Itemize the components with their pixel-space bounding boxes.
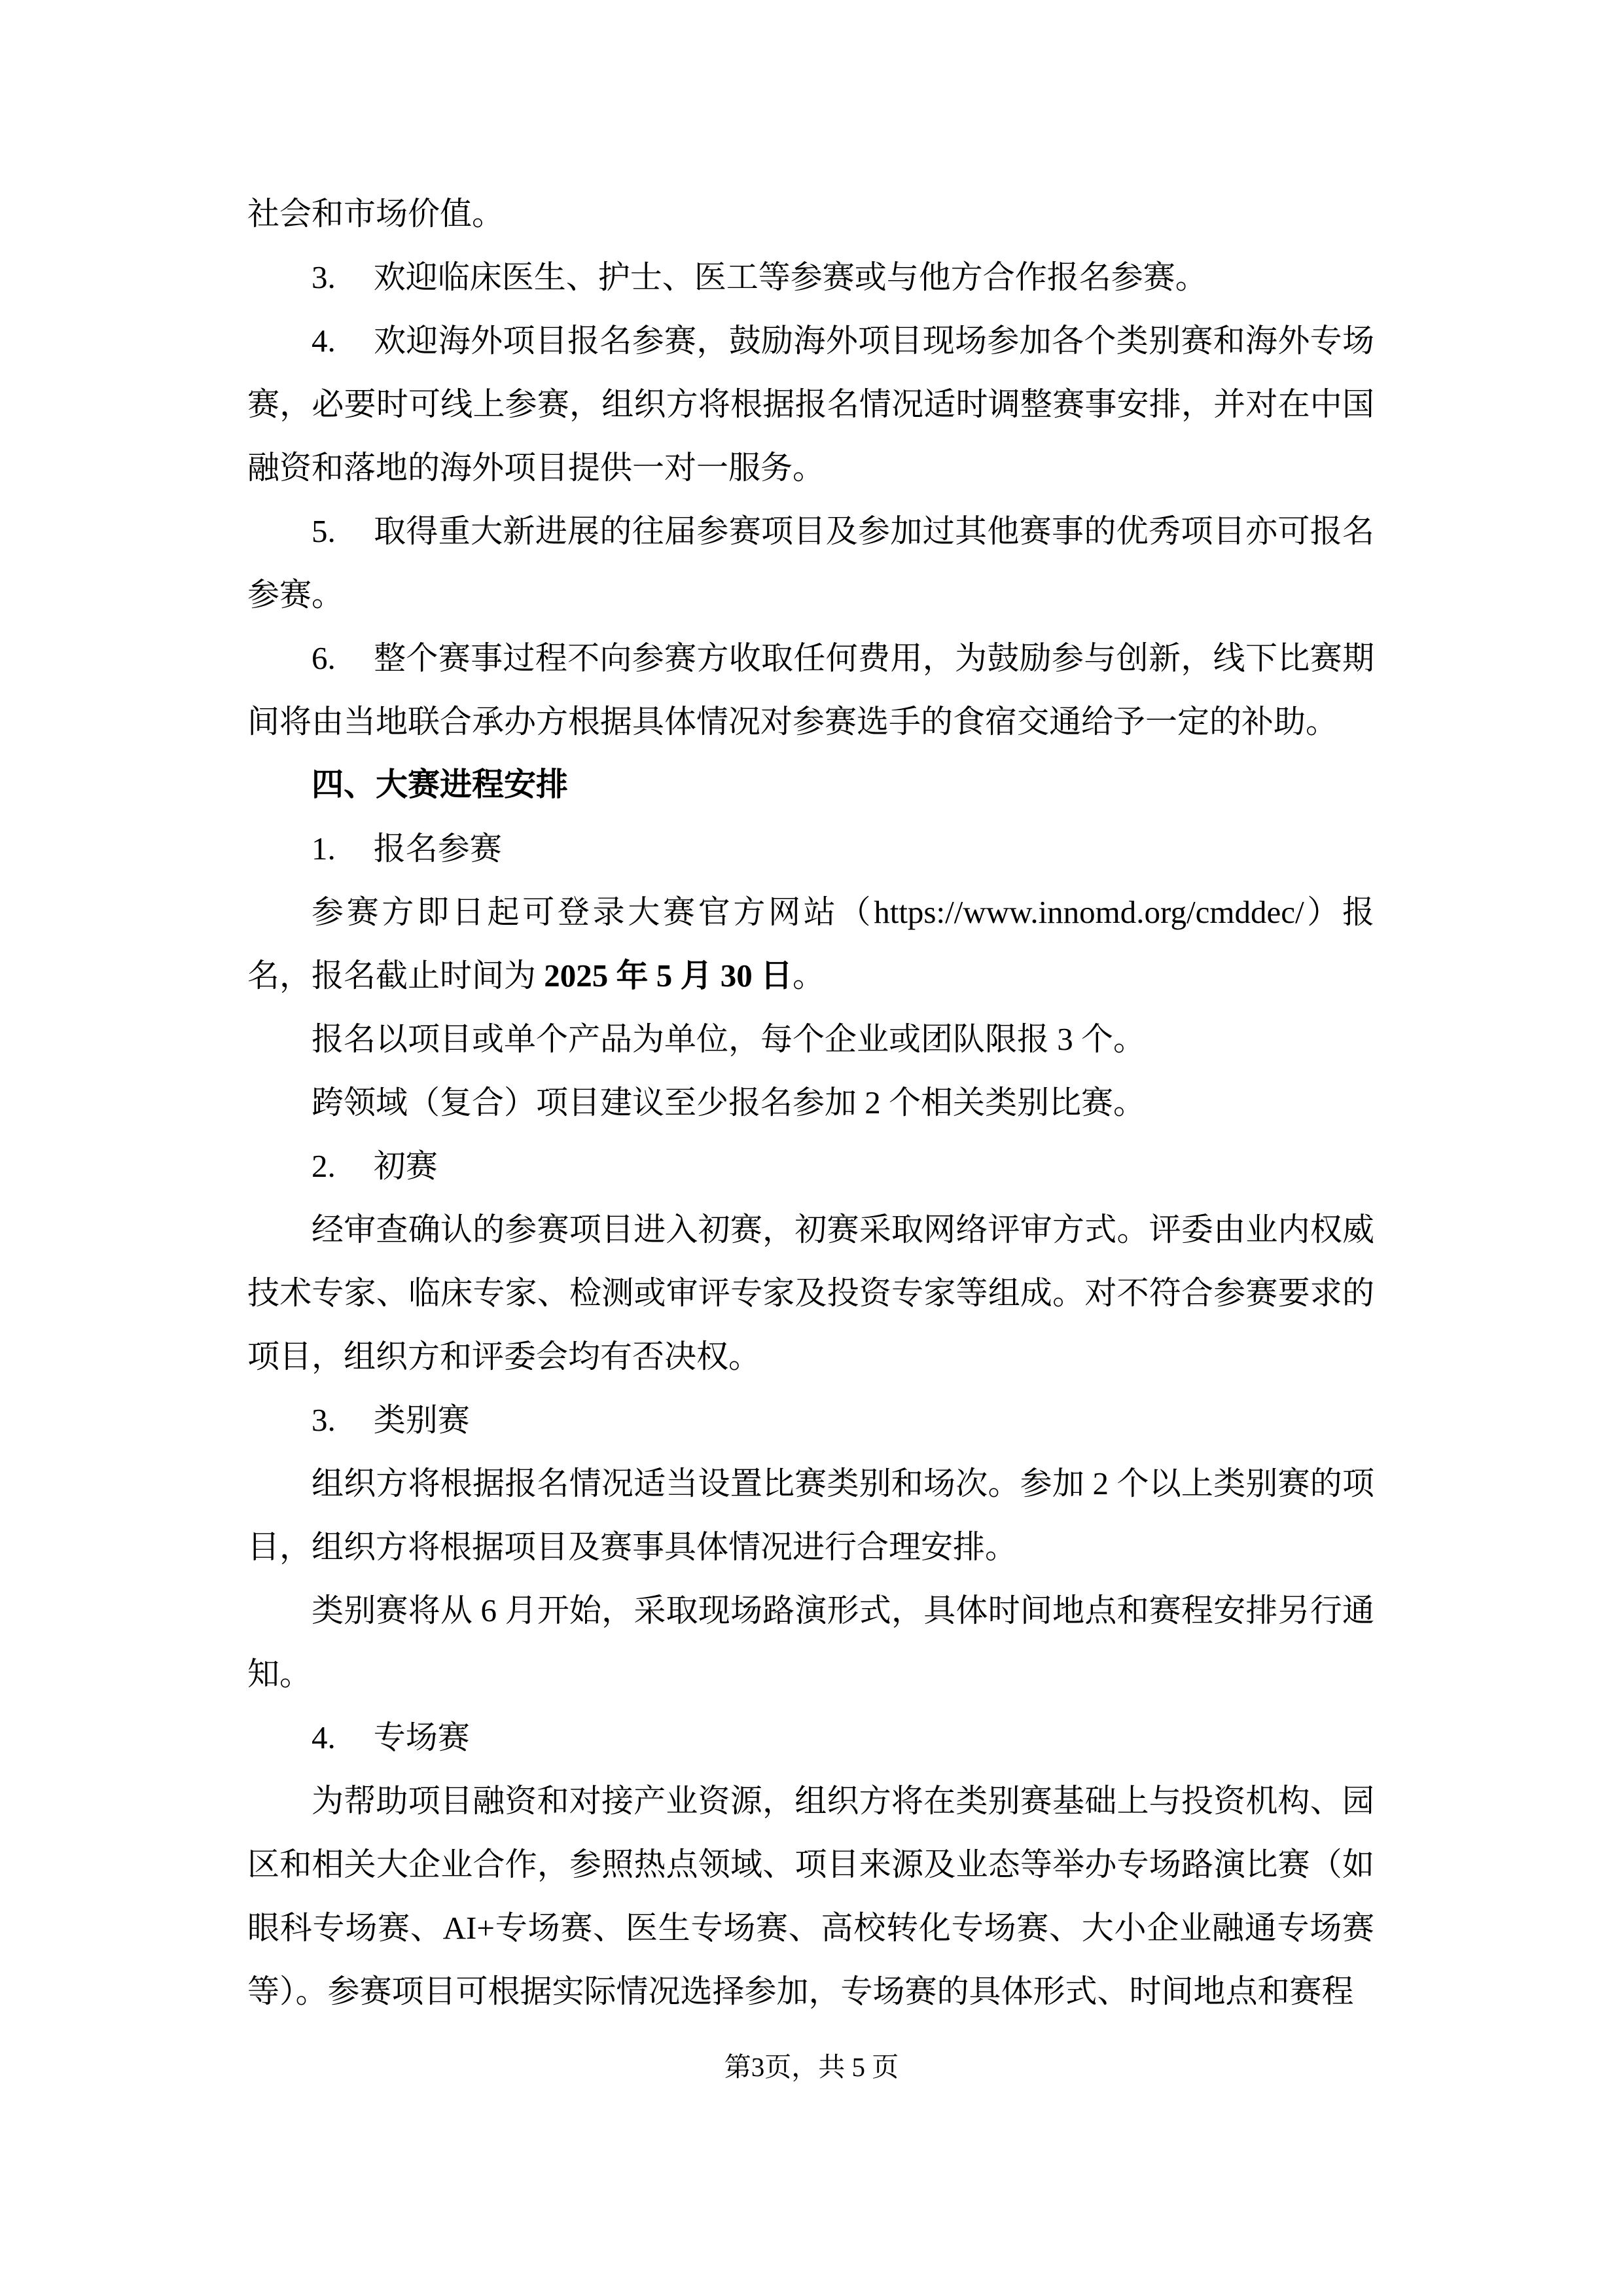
step-3-title-text: 类别赛 xyxy=(373,1402,470,1438)
page-footer xyxy=(0,2047,1623,2087)
document-body xyxy=(247,182,1374,2023)
paragraph-registration-details xyxy=(247,880,1374,1007)
registration-text-before-url: 参赛方即日起可登录大赛官方网站（ xyxy=(312,894,874,930)
step-1-title-text: 报名参赛 xyxy=(373,831,502,867)
paragraph-category-setup: 组织方将根据报名情况适当设置比赛类别和场次。参加 2 个以上类别赛的项目，组织方将根据项目及赛事具体情况进行合理安排。 xyxy=(247,1465,1374,1565)
page-footer-text: 第3页，共 5 页 xyxy=(724,2052,899,2082)
list-item-5-number: 5. xyxy=(312,513,336,549)
list-item-3-text: 欢迎临床医生、护士、医工等参赛或与他方合作报名参赛。 xyxy=(373,259,1207,295)
list-item-5-text: 取得重大新进展的往届参赛项目及参加过其他赛事的优秀项目亦可报名参赛。 xyxy=(247,513,1374,613)
paragraph-entry-unit-rule: 报名以项目或单个产品为单位，每个企业或团队限报 3 个。 xyxy=(312,1021,1146,1057)
step-4-title-text: 专场赛 xyxy=(373,1719,470,1755)
step-4-number: 4. xyxy=(312,1719,336,1755)
step-2-number: 2. xyxy=(312,1148,336,1184)
list-item-4-number: 4. xyxy=(312,323,336,359)
paragraph-preliminary-details: 经审查确认的参赛项目进入初赛，初赛采取网络评审方式。评委由业内权威技术专家、临床专家、检测或审评专家及投资专家等组成。对不符合参赛要求的项目，组织方和评委会均有否决权。 xyxy=(247,1211,1374,1374)
list-item-6-text: 整个赛事过程不向参赛方收取任何费用，为鼓励参与创新，线下比赛期间将由当地联合承办方根据具体情况对参赛选手的食宿交通给予一定的补助。 xyxy=(247,640,1374,740)
list-item-3-number: 3. xyxy=(312,259,336,295)
registration-deadline-date: 2025 年 5 月 30 日 xyxy=(544,958,793,994)
step-2-preliminary-title xyxy=(247,1134,1374,1198)
registration-text-after-url: ）报名，报名截止时间为 xyxy=(247,894,1374,994)
registration-text-period: 。 xyxy=(793,958,825,994)
paragraph-special-session-details: 为帮助项目融资和对接产业资源，组织方将在类别赛基础上与投资机构、园区和相关大企业合作，参照热点领域、项目来源及业态等举办专场路演比赛（如眼科专场赛、AI+专场赛、医生专场赛、高校转化专场赛、大小企业融通专场赛等）。参赛项目可根据实际情况选择参加，专场赛的具体形式、时间地点和赛程 xyxy=(247,1783,1374,2009)
step-3-number: 3. xyxy=(312,1402,336,1438)
step-3-category-title xyxy=(247,1388,1374,1452)
list-item-6 xyxy=(247,626,1374,753)
section-heading-schedule: 四、大赛进程安排 xyxy=(312,767,569,802)
paragraph-category-schedule: 类别赛将从 6 月开始，采取现场路演形式，具体时间地点和赛程安排另行通知。 xyxy=(247,1592,1374,1692)
list-item-4 xyxy=(247,309,1374,499)
step-1-number: 1. xyxy=(312,831,336,867)
paragraph-continuation-value: 社会和市场价值。 xyxy=(247,196,505,232)
competition-website-url: https://www.innomd.org/cmddec/ xyxy=(874,894,1304,930)
list-item-5 xyxy=(247,499,1374,626)
step-1-registration-title xyxy=(247,817,1374,880)
step-4-special-title xyxy=(247,1706,1374,1769)
step-2-title-text: 初赛 xyxy=(373,1148,438,1184)
paragraph-cross-field-rule: 跨领域（复合）项目建议至少报名参加 2 个相关类别比赛。 xyxy=(312,1085,1146,1121)
list-item-6-number: 6. xyxy=(312,640,336,676)
list-item-3 xyxy=(247,245,1374,309)
list-item-4-text: 欢迎海外项目报名参赛，鼓励海外项目现场参加各个类别赛和海外专场赛，必要时可线上参赛，组织方将根据报名情况适时调整赛事安排，并对在中国融资和落地的海外项目提供一对一服务。 xyxy=(247,323,1374,486)
